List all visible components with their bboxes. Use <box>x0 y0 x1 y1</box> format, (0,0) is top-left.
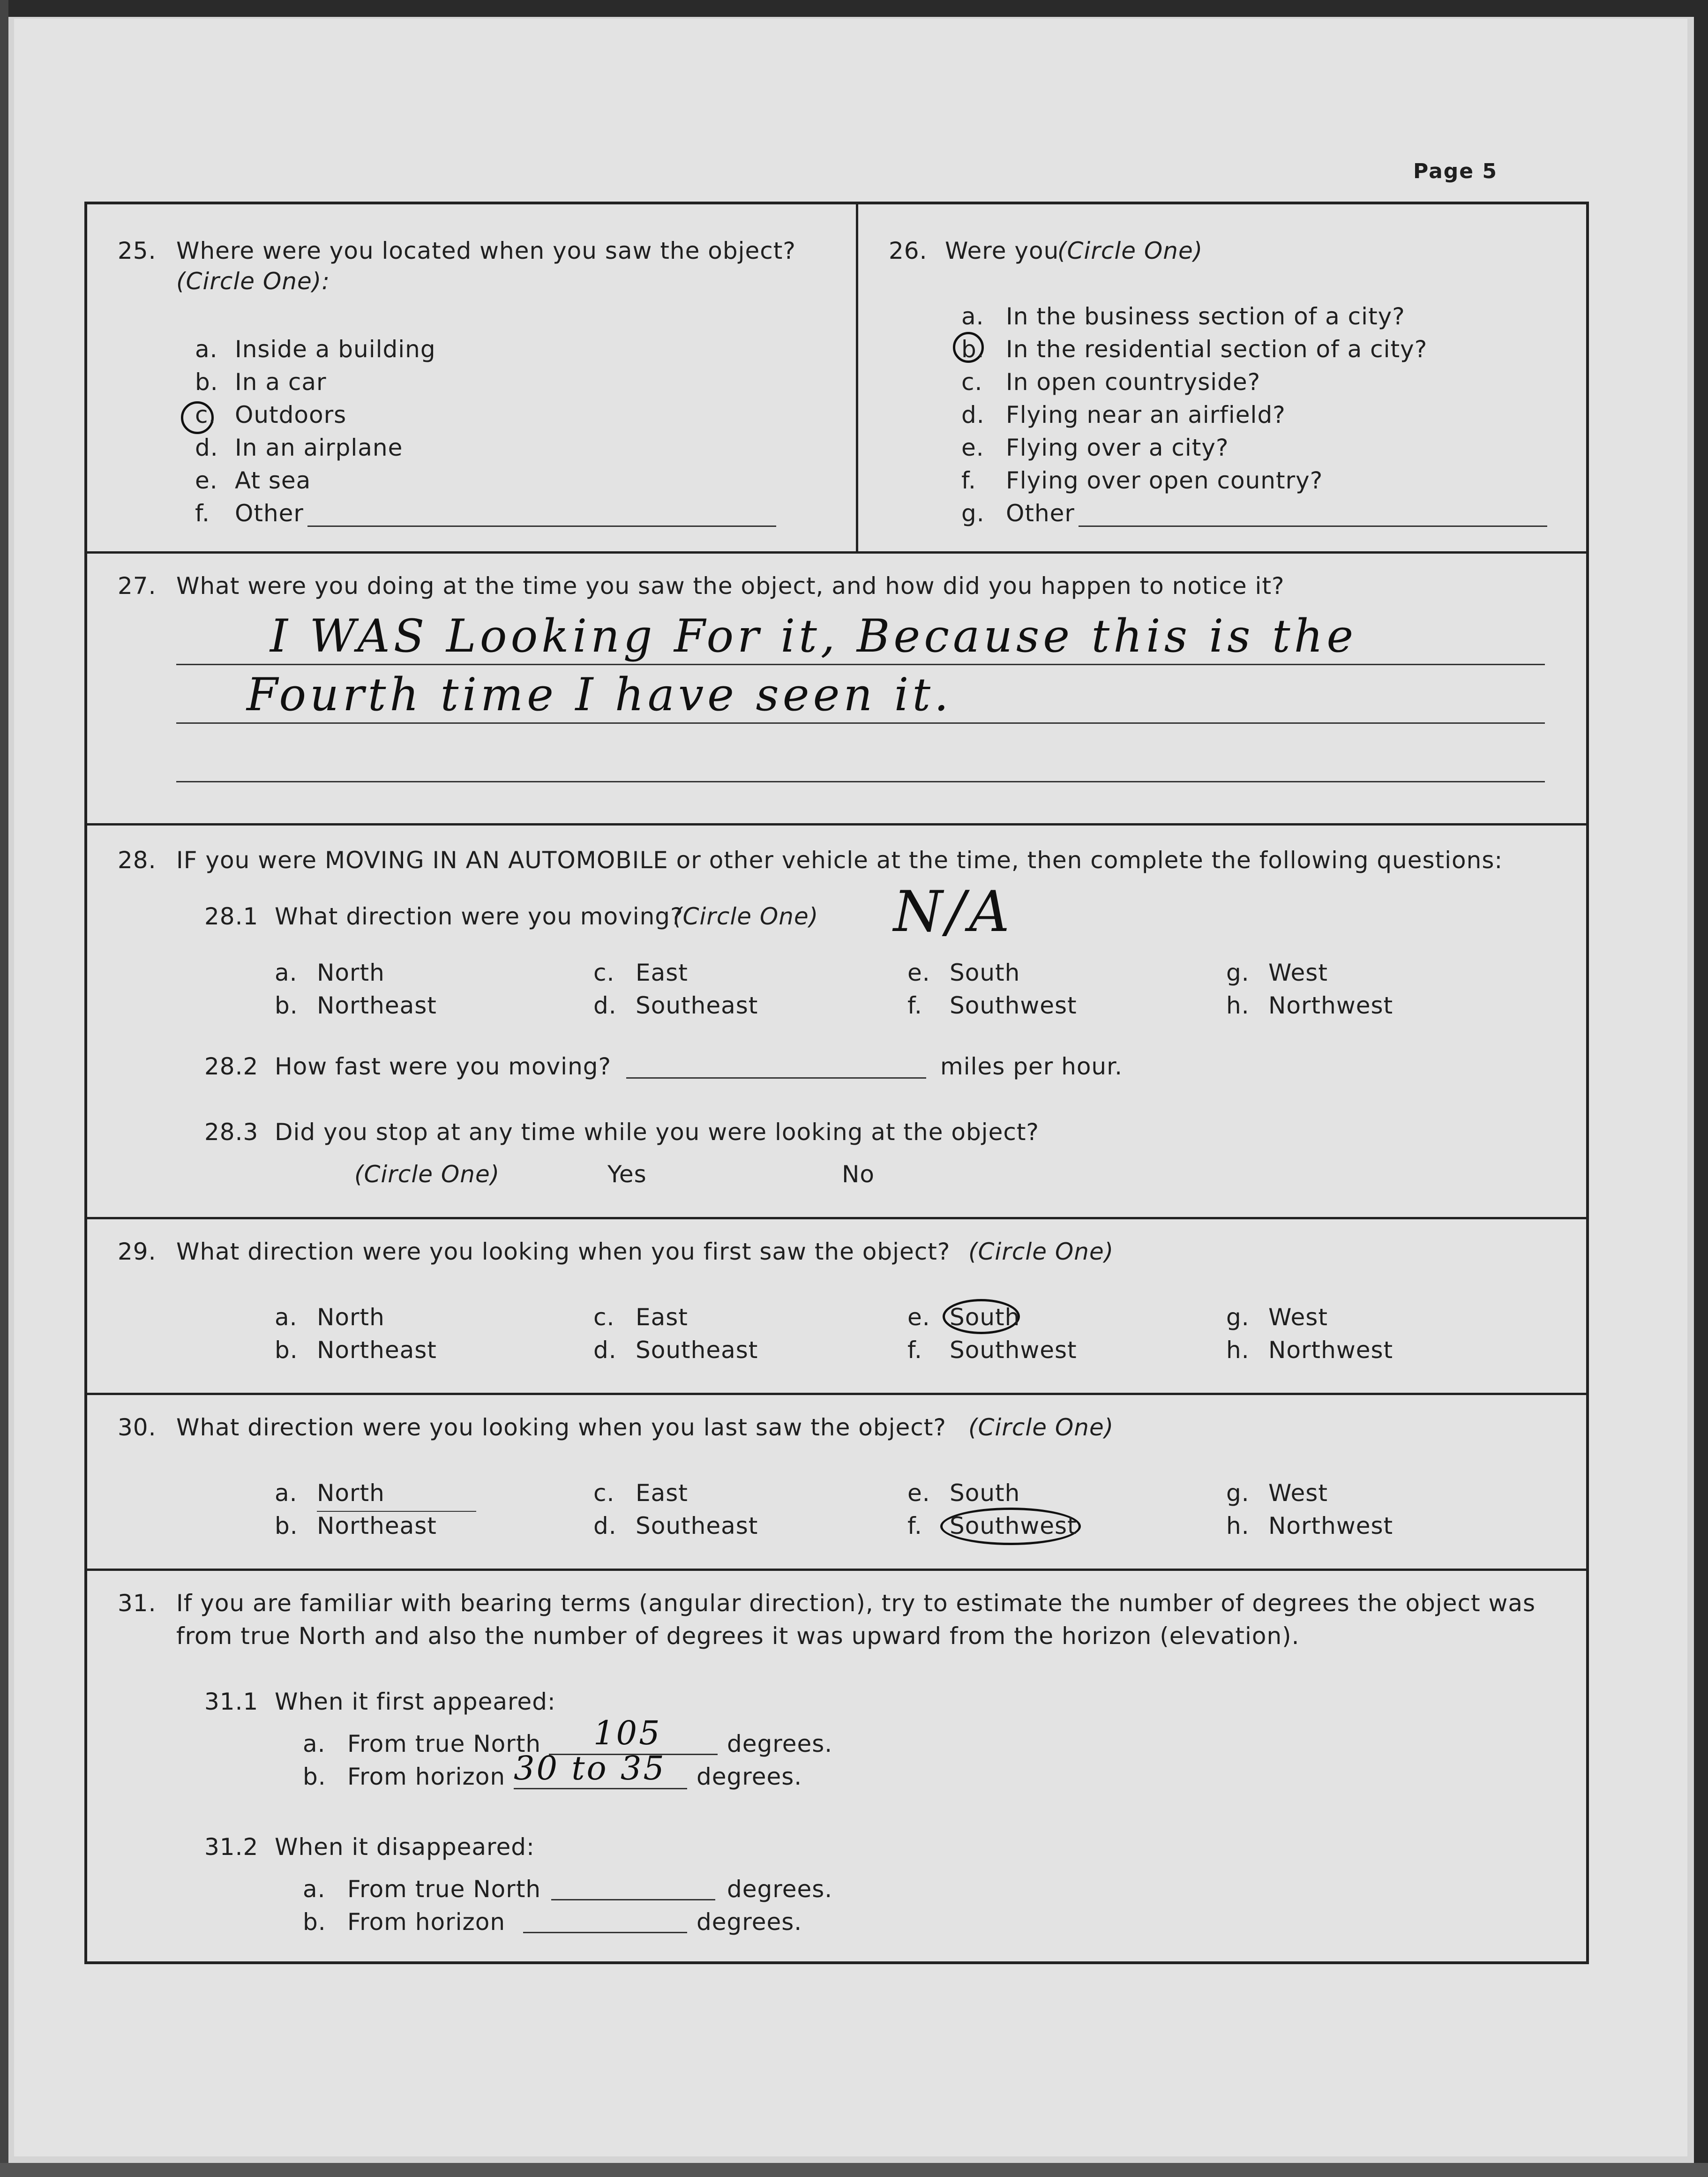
scan-left-edge <box>0 0 8 2177</box>
q31-1-b-letter: b. <box>303 1763 326 1790</box>
q28-1-option-d-letter[interactable]: d. <box>593 992 617 1019</box>
q28-3-question: Did you stop at any time while you were looking at the object? <box>275 1119 1039 1146</box>
q26-option-b-letter[interactable]: b. <box>961 336 985 363</box>
q26-option-d-letter[interactable]: d. <box>961 401 985 428</box>
q29-option-d[interactable]: Southeast <box>636 1336 758 1364</box>
q29-option-f[interactable]: Southwest <box>950 1336 1077 1364</box>
q29-option-c-letter[interactable]: c. <box>593 1304 615 1331</box>
q28-question: IF you were MOVING IN AN AUTOMOBILE or other vehicle at the time, then complete the following questions: <box>176 847 1503 874</box>
q31-1-b-field[interactable] <box>514 1788 687 1789</box>
q27-answer-line-2: Fourth time I have seen it. <box>247 668 952 721</box>
q31-1-b-text: From horizon <box>347 1763 506 1790</box>
q30-option-e-letter[interactable]: e. <box>907 1479 930 1507</box>
q29-option-e[interactable]: South <box>950 1304 1020 1331</box>
q30-option-b-letter[interactable]: b. <box>275 1512 298 1539</box>
q30-option-d-letter[interactable]: d. <box>593 1512 617 1539</box>
q26-option-a[interactable]: In the business section of a city? <box>1006 303 1405 330</box>
paper-sheet <box>14 19 1687 2156</box>
q25-option-d[interactable]: In an airplane <box>235 434 403 461</box>
q30-option-f[interactable]: Southwest <box>950 1512 1077 1539</box>
q25-option-c-letter[interactable]: c. <box>195 401 217 428</box>
q28-2-unit: miles per hour. <box>940 1053 1123 1080</box>
q30-option-h[interactable]: Northwest <box>1268 1512 1393 1539</box>
q28-number: 28. <box>118 847 157 874</box>
q30-option-a-underline <box>317 1511 476 1512</box>
q31-1-a-text: From true North <box>347 1730 541 1757</box>
divider-q25-q26 <box>856 204 858 551</box>
q25-option-e-letter[interactable]: e. <box>195 467 218 494</box>
q28-1-option-e[interactable]: South <box>950 959 1020 986</box>
q26-question: Were you <box>945 237 1059 264</box>
q28-1-option-h[interactable]: Northwest <box>1268 992 1393 1019</box>
q28-1-option-h-letter[interactable]: h. <box>1226 992 1250 1019</box>
q27-answer-line-1: I WAS Looking For it, Because this is the <box>270 610 1357 662</box>
scan-bottom-edge <box>0 2163 1708 2177</box>
q25-option-e[interactable]: At sea <box>235 467 311 494</box>
q25-other-field[interactable] <box>307 525 776 527</box>
q28-1-instruction: (Circle One) <box>673 903 819 930</box>
q31-2-a-text: From true North <box>347 1876 541 1903</box>
q30-option-c-letter[interactable]: c. <box>593 1479 615 1507</box>
q27-number: 27. <box>118 572 157 600</box>
q28-1-number: 28.1 <box>204 903 259 930</box>
divider-31 <box>87 1569 1586 1571</box>
q28-1-question: What direction were you moving? <box>275 903 683 930</box>
q28-1-option-c-letter[interactable]: c. <box>593 959 615 986</box>
divider-27 <box>87 551 1586 554</box>
q31-2-b-field[interactable] <box>523 1932 687 1933</box>
q29-option-a[interactable]: North <box>317 1304 385 1331</box>
q26-option-a-letter[interactable]: a. <box>961 303 984 330</box>
q29-instruction: (Circle One) <box>968 1238 1114 1265</box>
q31-2-a-field[interactable] <box>551 1899 715 1900</box>
q30-option-h-letter[interactable]: h. <box>1226 1512 1250 1539</box>
q29-question: What direction were you looking when you first saw the object? <box>176 1238 951 1265</box>
q27-question: What were you doing at the time you saw the object, and how did you happen to notice it? <box>176 572 1285 600</box>
scan-top-edge <box>0 0 1708 17</box>
q31-2-b-letter: b. <box>303 1908 326 1936</box>
q26-option-c-letter[interactable]: c. <box>961 368 983 396</box>
q28-3-number: 28.3 <box>204 1119 259 1146</box>
q25-option-b[interactable]: In a car <box>235 368 327 396</box>
q25-option-f-letter[interactable]: f. <box>195 500 210 527</box>
q26-option-c[interactable]: In open countryside? <box>1006 368 1261 396</box>
q29-option-h[interactable]: Northwest <box>1268 1336 1393 1364</box>
q28-1-option-g-letter[interactable]: g. <box>1226 959 1250 986</box>
q28-2-question: How fast were you moving? <box>275 1053 612 1080</box>
q29-option-g[interactable]: West <box>1268 1304 1328 1331</box>
q28-2-speed-field[interactable] <box>626 1077 926 1079</box>
q28-1-option-b-letter[interactable]: b. <box>275 992 298 1019</box>
q30-option-e[interactable]: South <box>950 1479 1020 1507</box>
q25-option-a[interactable]: Inside a building <box>235 336 436 363</box>
q28-1-option-b[interactable]: Northeast <box>317 992 437 1019</box>
q30-instruction: (Circle One) <box>968 1414 1114 1441</box>
q29-option-b[interactable]: Northeast <box>317 1336 437 1364</box>
q28-3-yes[interactable]: Yes <box>607 1161 647 1188</box>
q27-line-2[interactable] <box>176 722 1545 724</box>
q31-2-a-unit: degrees. <box>727 1876 833 1903</box>
q30-option-f-letter[interactable]: f. <box>907 1512 922 1539</box>
q29-option-c[interactable]: East <box>636 1304 688 1331</box>
q31-1-label: When it first appeared: <box>275 1688 556 1715</box>
q31-1-b-unit: degrees. <box>697 1763 802 1790</box>
q26-other-field[interactable] <box>1079 525 1547 527</box>
q31-question-line-1: If you are familiar with bearing terms (angular direction), try to estimate the number of degrees the object was <box>176 1590 1536 1617</box>
q25-option-a-letter[interactable]: a. <box>195 336 218 363</box>
q31-2-b-unit: degrees. <box>697 1908 802 1936</box>
q28-1-option-f[interactable]: Southwest <box>950 992 1077 1019</box>
q31-2-b-text: From horizon <box>347 1908 506 1936</box>
q28-1-handwritten-na: N/A <box>893 879 1014 945</box>
q25-instruction: (Circle One): <box>176 268 330 295</box>
q28-3-no[interactable]: No <box>842 1161 875 1188</box>
q31-1-a-unit: degrees. <box>727 1730 833 1757</box>
q26-number: 26. <box>889 237 928 264</box>
q30-option-c[interactable]: East <box>636 1479 688 1507</box>
q28-1-option-c[interactable]: East <box>636 959 688 986</box>
q30-option-g[interactable]: West <box>1268 1479 1328 1507</box>
q26-instruction: (Circle One) <box>1057 237 1203 264</box>
q26-option-f-letter[interactable]: f. <box>961 467 976 494</box>
questionnaire-form <box>84 202 1589 1964</box>
page-number: Page 5 <box>1413 159 1498 183</box>
q31-1-number: 31.1 <box>204 1688 259 1715</box>
q28-1-option-a[interactable]: North <box>317 959 385 986</box>
divider-28 <box>87 823 1586 826</box>
q25-question: Where were you located when you saw the object? <box>176 237 796 264</box>
q25-number: 25. <box>118 237 157 264</box>
q29-option-g-letter[interactable]: g. <box>1226 1304 1250 1331</box>
q25-option-b-letter[interactable]: b. <box>195 368 218 396</box>
q28-2-number: 28.2 <box>204 1053 259 1080</box>
q30-option-a-letter[interactable]: a. <box>275 1479 298 1507</box>
q29-option-b-letter[interactable]: b. <box>275 1336 298 1364</box>
q31-number: 31. <box>118 1590 157 1617</box>
q29-option-f-letter[interactable]: f. <box>907 1336 922 1364</box>
q29-option-d-letter[interactable]: d. <box>593 1336 617 1364</box>
q29-number: 29. <box>118 1238 157 1265</box>
q30-number: 30. <box>118 1414 157 1441</box>
q28-1-option-f-letter[interactable]: f. <box>907 992 922 1019</box>
q28-1-option-e-letter[interactable]: e. <box>907 959 930 986</box>
q30-option-d[interactable]: Southeast <box>636 1512 758 1539</box>
q30-question: What direction were you looking when you last saw the object? <box>176 1414 946 1441</box>
q31-1-a-letter: a. <box>303 1730 326 1757</box>
q27-line-1[interactable] <box>176 664 1545 665</box>
q28-1-option-a-letter[interactable]: a. <box>275 959 298 986</box>
q31-2-a-letter: a. <box>303 1876 326 1903</box>
q26-option-g-letter[interactable]: g. <box>961 500 985 527</box>
q26-option-b[interactable]: In the residential section of a city? <box>1006 336 1428 363</box>
q31-1-a-value: 105 <box>593 1714 662 1752</box>
q26-option-g[interactable]: Other <box>1006 500 1075 527</box>
q26-option-e-letter[interactable]: e. <box>961 434 984 461</box>
q26-option-f[interactable]: Flying over open country? <box>1006 467 1323 494</box>
q25-option-d-letter[interactable]: d. <box>195 434 218 461</box>
q29-option-h-letter[interactable]: h. <box>1226 1336 1250 1364</box>
q26-option-e[interactable]: Flying over a city? <box>1006 434 1229 461</box>
q27-line-3[interactable] <box>176 781 1545 782</box>
q28-3-instruction: (Circle One) <box>354 1161 500 1188</box>
q29-option-a-letter[interactable]: a. <box>275 1304 298 1331</box>
q31-question-line-2: from true North and also the number of degrees it was upward from the horizon (elevation). <box>176 1622 1300 1650</box>
q29-option-e-letter[interactable]: e. <box>907 1304 930 1331</box>
divider-30 <box>87 1393 1586 1395</box>
q31-2-label: When it disappeared: <box>275 1833 535 1861</box>
q28-1-option-d[interactable]: Southeast <box>636 992 758 1019</box>
q28-1-option-g[interactable]: West <box>1268 959 1328 986</box>
q31-2-number: 31.2 <box>204 1833 259 1861</box>
q26-option-d[interactable]: Flying near an airfield? <box>1006 401 1286 428</box>
q30-option-b[interactable]: Northeast <box>317 1512 437 1539</box>
q31-1-b-value: 30 to 35 <box>514 1749 666 1787</box>
divider-29 <box>87 1217 1586 1219</box>
q30-option-a[interactable]: North <box>317 1479 385 1507</box>
q25-option-c[interactable]: Outdoors <box>235 401 347 428</box>
q30-option-g-letter[interactable]: g. <box>1226 1479 1250 1507</box>
q25-option-f[interactable]: Other <box>235 500 304 527</box>
scan-right-edge <box>1694 0 1708 2177</box>
